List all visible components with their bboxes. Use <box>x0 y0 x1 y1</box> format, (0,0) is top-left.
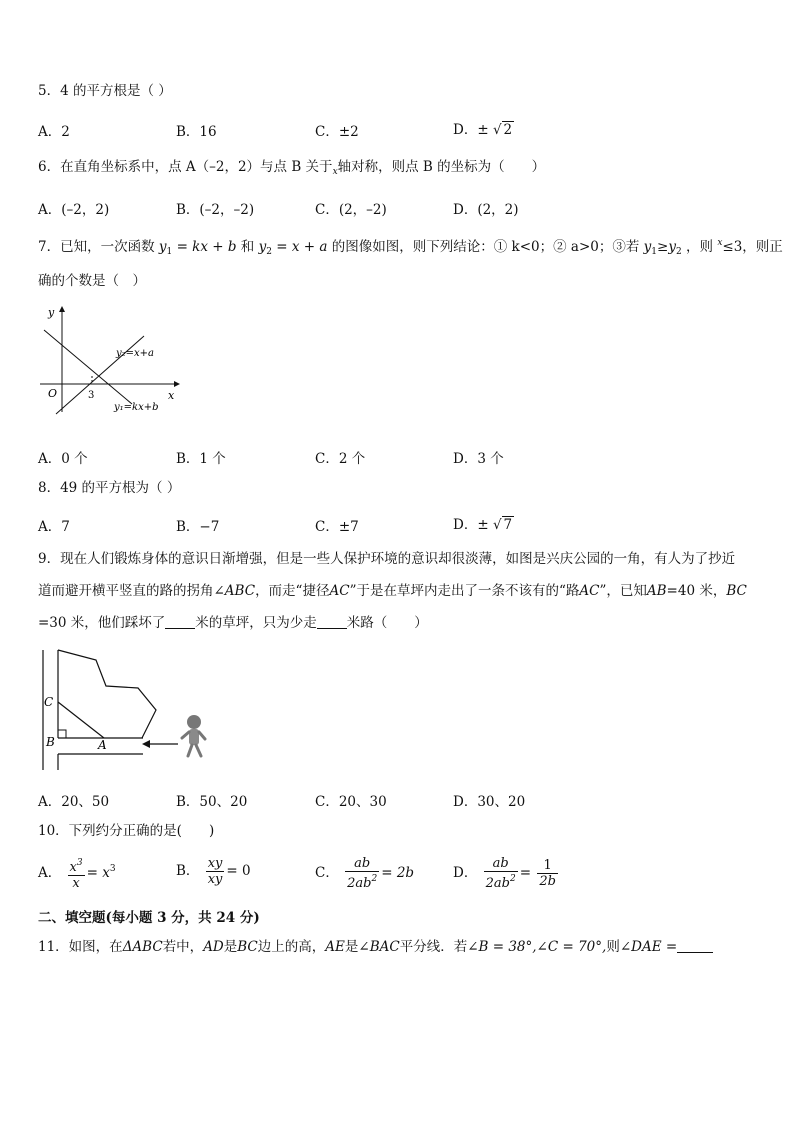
q9-line2-d: ”，已知 <box>599 583 647 599</box>
q9-bc: BC <box>726 583 747 599</box>
q9-line3-c: 米路（ ） <box>346 615 428 631</box>
q7-line1-c: ，则 <box>686 239 714 255</box>
q5-stem: 5．4 的平方根是（ ） <box>38 83 172 99</box>
q8-option-c: C．±7 <box>315 519 359 535</box>
q7-cond-x: x <box>717 238 723 248</box>
q7-line-y1-label: y₁=kx+b <box>114 402 159 413</box>
q9-label-a: A <box>98 738 107 752</box>
q10-b-den: xy <box>207 872 223 887</box>
person-icon <box>182 715 205 756</box>
q5-option-b: B．16 <box>176 124 217 140</box>
q10-c-den-exp: 2 <box>371 874 378 884</box>
q11-answer-blank[interactable] <box>677 940 713 953</box>
q10-d-den: 2ab <box>485 876 510 891</box>
q5-option-d-radicand: 2 <box>503 122 513 138</box>
q8-option-d-prefix: D．± <box>453 517 489 533</box>
q8-option-d <box>453 513 514 533</box>
q11-c: 是 <box>223 939 238 955</box>
q11-d: 边上的高， <box>257 939 326 955</box>
q9-line2-e: =40 米， <box>666 583 727 599</box>
q11-g: 则 <box>606 939 620 955</box>
q7-and: 和 <box>240 239 255 255</box>
q7-graph <box>36 302 186 420</box>
q9-line2-c: ”于是在草坪内走出了一条不该有的“路 <box>349 583 580 599</box>
q10-c-den: 2ab <box>347 876 372 891</box>
q7-eq2: = x + a <box>276 239 328 255</box>
q7-option-d: D．3 个 <box>453 451 504 467</box>
q5-option-d <box>453 118 514 138</box>
q9-ab: AB <box>646 583 667 599</box>
q7-y-arrow <box>59 306 65 312</box>
q9-ac-1: AC <box>329 583 350 599</box>
q7-y1-sub: 1 <box>166 247 173 257</box>
q10-b-rhs: = 0 <box>226 863 251 879</box>
q7-line-y2-label: y₂=x+a <box>116 348 155 359</box>
q8-option-a: A．7 <box>38 519 70 535</box>
q10-a-rhs-exp: 3 <box>109 864 116 874</box>
q11-condition: ∠B = 38°,∠C = 70°, <box>467 939 607 955</box>
q11-ae: AE <box>325 939 345 955</box>
q9-figure <box>38 648 218 774</box>
sqrt-symbol: √ <box>492 122 502 138</box>
q5-option-d-prefix: D．± <box>453 122 489 138</box>
q7-line1 <box>38 234 783 261</box>
q10-b-label: B． <box>176 863 200 879</box>
q7-line1-d: ≤3，则正 <box>722 239 783 255</box>
q10-option-c <box>315 856 414 891</box>
q9-line3 <box>38 614 428 632</box>
q9-angle-abc: ∠ABC <box>213 583 256 599</box>
q10-a-num: x <box>69 860 77 875</box>
q7-line1-b: 的图像如图，则下列结论：① k<0；② a>0；③若 <box>331 239 640 255</box>
q9-label-b: B <box>46 735 55 749</box>
q11-f: 平分线．若 <box>399 939 468 955</box>
q10-c-rhs: = 2b <box>381 865 415 881</box>
q9-option-a: A．20、50 <box>38 794 110 810</box>
q6-option-c: C．(2，–2) <box>315 202 387 218</box>
q9-line3-b: 米的草坪，只为少走 <box>195 615 317 631</box>
q11-stem <box>38 938 713 956</box>
q6-option-a: A．(–2，2) <box>38 202 110 218</box>
q10-option-a <box>38 856 116 891</box>
q7-option-a: A．0 个 <box>38 451 88 467</box>
q8-option-d-radicand: 7 <box>503 517 513 533</box>
q10-d-den-exp: 2 <box>509 874 516 884</box>
q7-tick-3: 3 <box>88 390 95 401</box>
q10-c-fraction <box>345 856 379 891</box>
q7-y-axis-label: y <box>48 306 55 319</box>
q7-y2: y <box>258 239 267 255</box>
q10-a-label: A． <box>38 865 62 881</box>
q9-line2-b: ，而走“捷径 <box>255 583 330 599</box>
q10-d-eq: = <box>519 865 532 881</box>
q6-stem-b: 轴对称，则点 B 的坐标为（ ） <box>337 159 546 175</box>
q6-option-b: B．(–2，–2) <box>176 202 255 218</box>
q10-stem: 10．下列约分正确的是( ) <box>38 823 215 839</box>
q11-angle-dae: ∠DAE = <box>619 939 678 955</box>
q9-line3-a: =30 米，他们踩坏了 <box>38 615 166 631</box>
q6-option-d: D．(2，2) <box>453 202 519 218</box>
q10-option-d <box>453 856 560 891</box>
q6-stem-x: x <box>332 167 338 177</box>
q7-option-c: C．2 个 <box>315 451 366 467</box>
q9-line2-a: 道而避开横平竖直的路的拐角 <box>38 583 214 599</box>
q11-e: 是 <box>344 939 359 955</box>
sqrt-symbol: √ <box>492 517 502 533</box>
q11-ad: AD <box>203 939 224 955</box>
q8-stem: 8．49 的平方根为（ ） <box>38 480 181 496</box>
q7-option-b: B．1 个 <box>176 451 226 467</box>
q9-line2 <box>38 582 747 600</box>
q7-cond-y2: y <box>668 239 676 255</box>
q5-option-c: C．±2 <box>315 124 359 140</box>
q9-line1: 9．现在人们锻炼身体的意识日渐增强，但是一些人保护环境的意识却很淡薄，如图是兴庆公园的一角，有人为了抄近 <box>38 551 736 567</box>
q5-option-a: A．2 <box>38 124 70 140</box>
q7-y2-sub: 2 <box>266 247 272 257</box>
q7-cond-y1-sub: 1 <box>651 247 658 257</box>
q10-d-rhs-fraction <box>537 858 558 889</box>
q10-a-fraction <box>68 856 85 891</box>
q10-b-num: xy <box>207 856 223 871</box>
q10-a-rhs: = x <box>86 865 110 881</box>
q7-line2: 确的个数是（ ） <box>38 273 146 289</box>
q7-cond-y1: y <box>643 239 652 255</box>
q10-d-rhs-num: 1 <box>537 858 558 874</box>
q6-stem-a: 6．在直角坐标系中，点 A（–2，2）与点 B 关于 <box>38 159 333 175</box>
q10-c-label: C． <box>315 865 339 881</box>
q10-d-rhs-den: 2b <box>539 874 556 889</box>
q7-y1: y <box>158 239 167 255</box>
q9-path-ac <box>58 702 104 738</box>
q11-b: 若中， <box>162 939 204 955</box>
q10-d-fraction <box>484 856 518 891</box>
q9-option-d: D．30、20 <box>453 794 526 810</box>
q10-option-b <box>176 856 251 887</box>
q10-b-fraction <box>206 856 225 887</box>
q11-triangle: ΔABC <box>122 939 163 955</box>
q10-d-label: D． <box>453 865 478 881</box>
q10-c-num: ab <box>345 856 379 872</box>
q11-bc: BC <box>237 939 258 955</box>
q9-blank-1[interactable] <box>165 616 195 629</box>
q7-line1-a: 7．已知，一次函数 <box>38 239 155 255</box>
q10-a-den: x <box>72 876 80 891</box>
section-fill-in-title: 二、填空题(每小题 3 分，共 24 分) <box>38 910 260 926</box>
q9-option-b: B．50、20 <box>176 794 248 810</box>
q7-cond-y2-sub: 2 <box>675 247 682 257</box>
q7-eq1: = kx + b <box>176 239 237 255</box>
q6-stem <box>38 158 545 181</box>
q10-d-num: ab <box>484 856 518 872</box>
q7-origin-label: O <box>48 387 58 400</box>
q11-angle-bac: ∠BAC <box>358 939 400 955</box>
q9-blank-2[interactable] <box>317 616 347 629</box>
q9-option-c: C．20、30 <box>315 794 387 810</box>
q10-a-num-exp: 3 <box>76 858 83 868</box>
q11-a: 11．如图，在 <box>38 939 123 955</box>
q7-x-axis-label: x <box>168 389 175 402</box>
q9-label-c: C <box>44 695 54 709</box>
q8-option-b: B．−7 <box>176 519 220 535</box>
q7-x-arrow <box>174 381 180 387</box>
q9-lawn-outline <box>58 650 156 738</box>
q7-ge: ≥ <box>657 239 669 255</box>
q9-ac-2: AC <box>579 583 600 599</box>
